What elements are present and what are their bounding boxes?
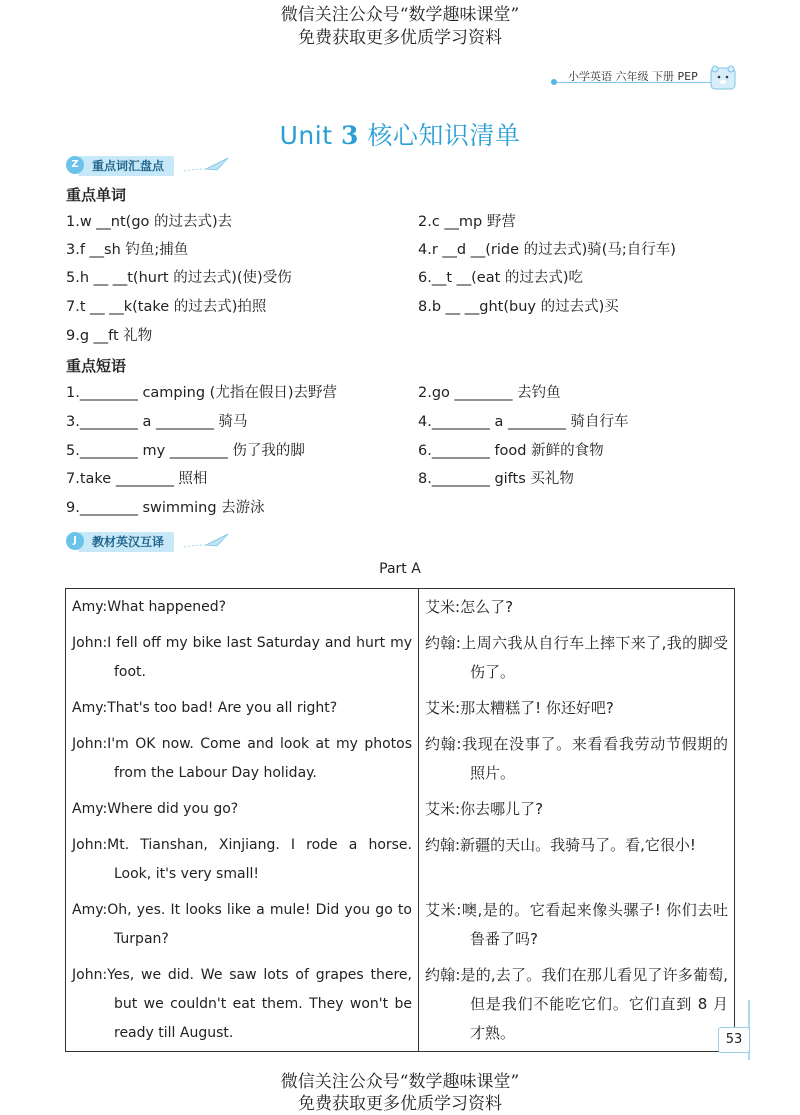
speaker-en: Amy: <box>72 599 108 615</box>
phrase-item: 6.________ food 新鲜的食物 <box>418 443 604 459</box>
phrase-item: 3.________ a ________ 骑马 <box>66 414 248 430</box>
speaker-zh: 艾米: <box>425 800 461 818</box>
title-suffix: 核心知识清单 <box>367 121 521 150</box>
line-en: That's too bad! Are you all right? <box>107 700 338 716</box>
title-prefix: Unit <box>279 121 333 150</box>
dialogue-table <box>65 588 735 1052</box>
phrase-item: 4.________ a ________ 骑自行车 <box>418 414 629 430</box>
words-heading: 重点单词 <box>66 186 127 204</box>
dialogue-row <box>66 690 735 726</box>
speaker-en: John: <box>72 967 108 983</box>
word-item: 4.r __d __(ride 的过去式)骑(马;自行车) <box>418 242 676 258</box>
line-zh: 怎么了? <box>460 598 514 616</box>
speaker-zh: 艾米: <box>425 699 461 717</box>
dialogue-zh <box>425 831 728 860</box>
speaker-zh: 约翰: <box>425 735 462 753</box>
watermark-bottom-line2: 免费获取更多优质学习资料 <box>298 1094 502 1114</box>
dialogue-row <box>66 589 735 626</box>
speaker-en: John: <box>72 736 108 752</box>
dialogue-en <box>72 831 412 889</box>
speaker-en: Amy: <box>72 700 108 716</box>
header-dot <box>551 79 557 85</box>
watermark-top-line1: 微信关注公众号“数学趣味课堂” <box>280 5 520 25</box>
word-item: 9.g __ft 礼物 <box>66 328 153 344</box>
line-zh: 新疆的天山。我骑马了。看,它很小! <box>460 836 696 854</box>
line-en: Oh, yes. It looks like a mule! Did you go to Turpan? <box>107 902 412 947</box>
line-zh: 是的,去了。我们在那儿看见了许多葡萄,但是我们不能吃它们。它们直到 8 月才熟。 <box>460 966 728 1042</box>
page-title <box>0 116 800 152</box>
dialogue-en <box>72 593 412 622</box>
line-zh: 我现在没事了。来看看我劳动节假期的照片。 <box>461 735 728 782</box>
title-number: 3 <box>340 121 359 150</box>
line-zh: 那太糟糕了! 你还好吧? <box>460 699 614 717</box>
paper-plane-icon <box>184 531 234 551</box>
dialogue-zh <box>425 896 728 954</box>
dialogue-en <box>72 896 412 954</box>
phrase-item: 9.________ swimming 去游泳 <box>66 500 265 516</box>
speaker-zh: 约翰: <box>425 836 461 854</box>
dialogue-row <box>66 827 735 892</box>
bear-mascot-icon <box>710 64 736 90</box>
line-en: Yes, we did. We saw lots of grapes there, but we couldn't eat them. They won't be ready till August. <box>107 967 412 1041</box>
dialogue-en <box>72 961 412 1048</box>
phrases-heading: 重点短语 <box>66 357 127 375</box>
dialogue-zh <box>425 629 728 687</box>
speaker-zh: 约翰: <box>425 634 461 652</box>
dialogue-zh <box>425 593 728 622</box>
word-item: 7.t __ __k(take 的过去式)拍照 <box>66 299 267 315</box>
line-zh: 你去哪儿了? <box>460 800 544 818</box>
dialogue-row <box>66 892 735 957</box>
line-en: I fell off my bike last Saturday and hurt my foot. <box>107 635 412 680</box>
section-tag-translation <box>66 531 236 553</box>
dialogue-en <box>72 795 412 824</box>
line-en: What happened? <box>107 599 227 615</box>
book-label: 小学英语 六年级 下册 PEP <box>568 70 698 83</box>
section-badge: Z <box>66 156 84 174</box>
dialogue-zh <box>425 961 728 1048</box>
line-en: Mt. Tianshan, Xinjiang. I rode a horse. Look, it's very small! <box>107 837 412 882</box>
word-item: 3.f __sh 钓鱼;捕鱼 <box>66 242 189 258</box>
word-item: 1.w __nt(go 的过去式)去 <box>66 214 233 230</box>
speaker-zh: 约翰: <box>425 966 461 984</box>
dialogue-zh <box>425 795 728 824</box>
page-number: 53 <box>718 1027 750 1053</box>
part-title: Part A <box>379 561 421 577</box>
watermark-bottom-line1: 微信关注公众号“数学趣味课堂” <box>280 1072 520 1092</box>
line-en: I'm OK now. Come and look at my photos from the Labour Day holiday. <box>107 736 412 781</box>
line-zh: 上周六我从自行车上摔下来了,我的脚受伤了。 <box>460 634 728 681</box>
line-en: Where did you go? <box>107 801 239 817</box>
word-item: 8.b __ __ght(buy 的过去式)买 <box>418 299 619 315</box>
speaker-en: John: <box>72 837 108 853</box>
section-tag-vocabulary <box>66 155 236 177</box>
speaker-en: John: <box>72 635 108 651</box>
section-badge: J <box>66 532 84 550</box>
dialogue-row <box>66 625 735 690</box>
word-item: 2.c __mp 野营 <box>418 214 516 230</box>
dialogue-zh <box>425 694 728 723</box>
speaker-en: Amy: <box>72 801 108 817</box>
paper-plane-icon <box>184 155 234 175</box>
dialogue-row <box>66 957 735 1052</box>
line-zh: 噢,是的。它看起来像头骡子! 你们去吐鲁番了吗? <box>461 901 728 948</box>
speaker-zh: 艾米: <box>425 901 462 919</box>
dialogue-en <box>72 730 412 788</box>
dialogue-en <box>72 694 412 723</box>
watermark-top-line2: 免费获取更多优质学习资料 <box>298 28 502 48</box>
word-item: 5.h __ __t(hurt 的过去式)(使)受伤 <box>66 270 292 286</box>
phrase-item: 2.go ________ 去钓鱼 <box>418 385 561 401</box>
word-item: 6.__t __(eat 的过去式)吃 <box>418 270 584 286</box>
speaker-zh: 艾米: <box>425 598 461 616</box>
dialogue-en <box>72 629 412 687</box>
phrase-item: 7.take ________ 照相 <box>66 471 208 487</box>
dialogue-zh <box>425 730 728 788</box>
section-tag-label: 教材英汉互译 <box>78 532 174 552</box>
phrase-item: 8.________ gifts 买礼物 <box>418 471 574 487</box>
phrase-item: 1.________ camping (尤指在假日)去野营 <box>66 385 337 401</box>
dialogue-row <box>66 726 735 791</box>
speaker-en: Amy: <box>72 902 108 918</box>
phrase-item: 5.________ my ________ 伤了我的脚 <box>66 443 305 459</box>
section-tag-label: 重点词汇盘点 <box>78 156 174 176</box>
dialogue-row <box>66 791 735 827</box>
